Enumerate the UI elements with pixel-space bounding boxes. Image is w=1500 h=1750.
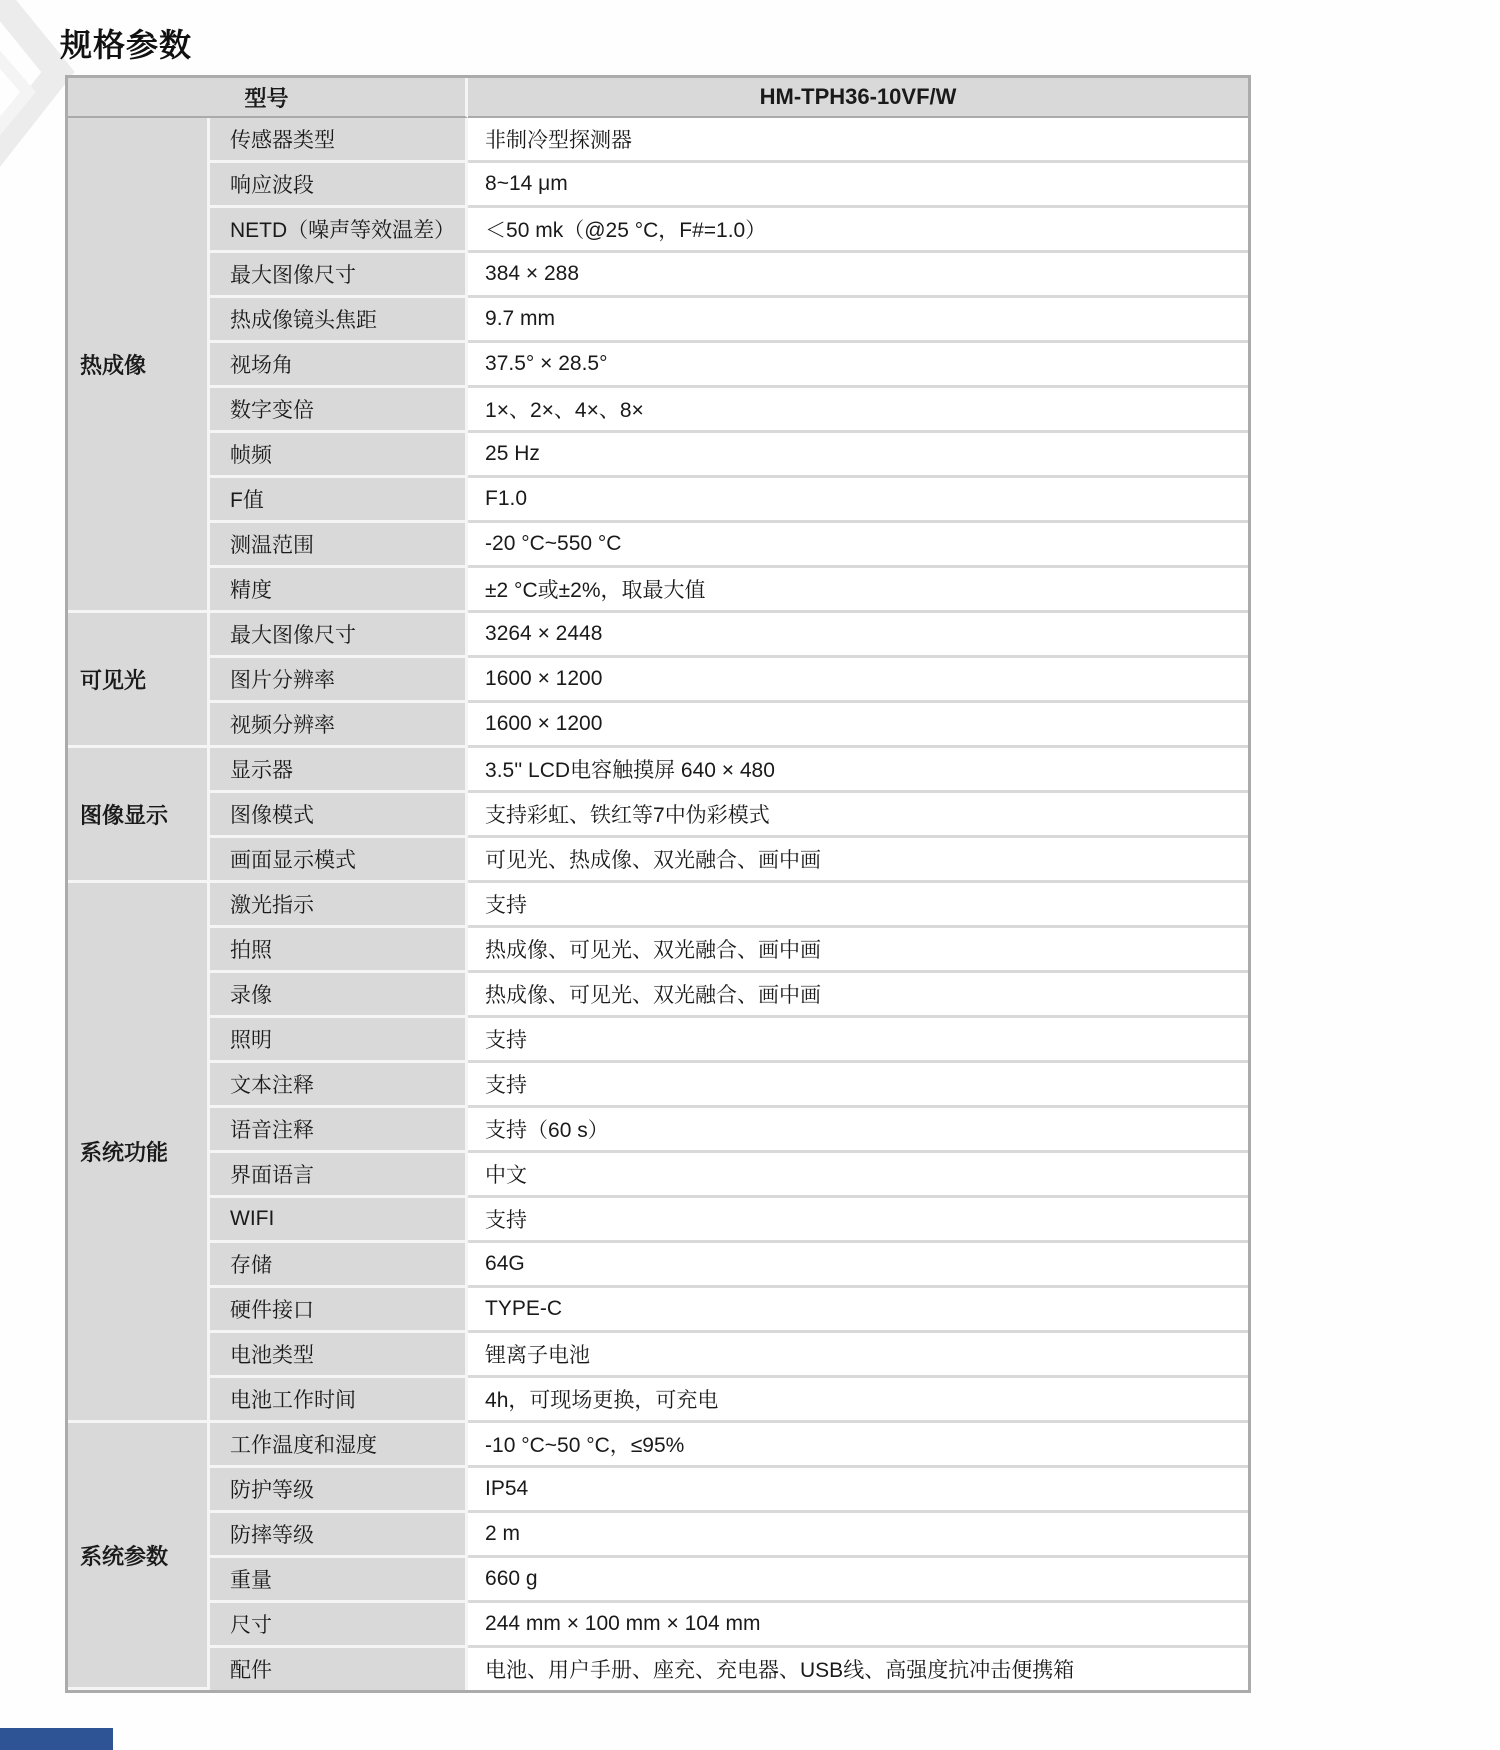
param-value-cell: 中文 [468,1153,1248,1198]
param-value-cell: 4h，可现场更换，可充电 [468,1378,1248,1423]
spec-row [68,1513,1248,1558]
spec-row [68,1378,1248,1423]
group-label: 可见光 [68,613,210,748]
spec-row [68,838,1248,883]
param-name-cell: 尺寸 [210,1603,468,1648]
param-value-cell: 锂离子电池 [468,1333,1248,1378]
spec-row [68,793,1248,838]
param-name-cell: 视场角 [210,343,468,388]
param-value-cell: 支持 [468,1063,1248,1108]
param-value-cell: 384 × 288 [468,253,1248,298]
group-label: 系统参数 [68,1423,210,1690]
param-name-cell: 精度 [210,568,468,613]
model-number-header: HM-TPH36-10VF/W [468,78,1248,118]
spec-row [68,568,1248,613]
param-value-cell: 支持（60 s） [468,1108,1248,1153]
param-name-cell: 电池类型 [210,1333,468,1378]
param-value-cell: ±2 °C或±2%，取最大值 [468,568,1248,613]
spec-row [68,253,1248,298]
spec-row [68,1153,1248,1198]
param-value-cell: 25 Hz [468,433,1248,478]
param-name-cell: NETD（噪声等效温差） [210,208,468,253]
param-name-cell: 工作温度和湿度 [210,1423,468,1468]
param-name-cell: 响应波段 [210,163,468,208]
spec-table [65,75,1251,1693]
param-value-cell: IP54 [468,1468,1248,1513]
param-name-cell: 文本注释 [210,1063,468,1108]
param-value-cell: 9.7 mm [468,298,1248,343]
param-value-cell: 64G [468,1243,1248,1288]
param-name-cell: 最大图像尺寸 [210,613,468,658]
param-name-cell: 最大图像尺寸 [210,253,468,298]
param-name-cell: F值 [210,478,468,523]
param-value-cell: 非制冷型探测器 [468,118,1248,163]
page-title: 规格参数 [60,27,193,63]
param-name-cell: 测温范围 [210,523,468,568]
spec-row [68,928,1248,973]
param-name-cell: 配件 [210,1648,468,1690]
param-name-cell: 图像模式 [210,793,468,838]
footer-accent-bar [0,1728,113,1750]
param-name-cell: 电池工作时间 [210,1378,468,1423]
param-value-cell: 支持 [468,1018,1248,1063]
spec-row [68,1288,1248,1333]
param-name-cell: 存储 [210,1243,468,1288]
spec-row [68,298,1248,343]
param-name-cell: 视频分辨率 [210,703,468,748]
spec-row [68,1423,1248,1468]
spec-row [68,1468,1248,1513]
param-name-cell: 防护等级 [210,1468,468,1513]
table-header-row [68,78,1248,118]
param-value-cell: 1×、2×、4×、8× [468,388,1248,433]
param-name-cell: 界面语言 [210,1153,468,1198]
spec-row [68,658,1248,703]
param-name-cell: 数字变倍 [210,388,468,433]
spec-row [68,883,1248,928]
param-name-cell: 传感器类型 [210,118,468,163]
spec-row [68,1243,1248,1288]
param-name-cell: 录像 [210,973,468,1018]
spec-row [68,1603,1248,1648]
spec-row [68,478,1248,523]
spec-row [68,1198,1248,1243]
group-label: 系统功能 [68,883,210,1423]
spec-row [68,748,1248,793]
param-value-cell: 244 mm × 100 mm × 104 mm [468,1603,1248,1648]
param-name-cell: 拍照 [210,928,468,973]
model-column-header: 型号 [68,78,468,118]
spec-row [68,1018,1248,1063]
param-name-cell: WIFI [210,1198,468,1243]
param-value-cell: 热成像、可见光、双光融合、画中画 [468,928,1248,973]
param-value-cell: 1600 × 1200 [468,658,1248,703]
param-name-cell: 图片分辨率 [210,658,468,703]
param-value-cell: 可见光、热成像、双光融合、画中画 [468,838,1248,883]
param-name-cell: 语音注释 [210,1108,468,1153]
param-value-cell: 660 g [468,1558,1248,1603]
spec-row [68,973,1248,1018]
param-name-cell: 热成像镜头焦距 [210,298,468,343]
group-label: 图像显示 [68,748,210,883]
param-name-cell: 画面显示模式 [210,838,468,883]
param-name-cell: 激光指示 [210,883,468,928]
spec-row [68,1333,1248,1378]
spec-row [68,703,1248,748]
spec-row [68,388,1248,433]
param-name-cell: 帧频 [210,433,468,478]
param-name-cell: 照明 [210,1018,468,1063]
spec-row [68,343,1248,388]
param-value-cell: TYPE-C [468,1288,1248,1333]
param-value-cell: 8~14 μm [468,163,1248,208]
param-name-cell: 硬件接口 [210,1288,468,1333]
spec-row [68,208,1248,253]
param-name-cell: 显示器 [210,748,468,793]
param-value-cell: 3.5'' LCD电容触摸屏 640 × 480 [468,748,1248,793]
group-label: 热成像 [68,118,210,613]
param-value-cell: 支持彩虹、铁红等7中伪彩模式 [468,793,1248,838]
param-value-cell: 2 m [468,1513,1248,1558]
param-value-cell: 3264 × 2448 [468,613,1248,658]
spec-row [68,1558,1248,1603]
param-value-cell: 37.5° × 28.5° [468,343,1248,388]
param-name-cell: 防摔等级 [210,1513,468,1558]
spec-row [68,118,1248,163]
param-value-cell: -10 °C~50 °C，≤95% [468,1423,1248,1468]
spec-row [68,163,1248,208]
spec-row [68,1063,1248,1108]
param-value-cell: F1.0 [468,478,1248,523]
param-value-cell: 支持 [468,883,1248,928]
param-value-cell: 支持 [468,1198,1248,1243]
spec-row [68,1108,1248,1153]
param-value-cell: 热成像、可见光、双光融合、画中画 [468,973,1248,1018]
spec-row [68,1648,1248,1690]
param-value-cell: ＜50 mk（@25 °C，F#=1.0） [468,208,1248,253]
param-value-cell: 1600 × 1200 [468,703,1248,748]
param-name-cell: 重量 [210,1558,468,1603]
spec-row [68,523,1248,568]
param-value-cell: -20 °C~550 °C [468,523,1248,568]
spec-row [68,433,1248,478]
spec-row [68,613,1248,658]
param-value-cell: 电池、用户手册、座充、充电器、USB线、高强度抗冲击便携箱 [468,1648,1248,1690]
